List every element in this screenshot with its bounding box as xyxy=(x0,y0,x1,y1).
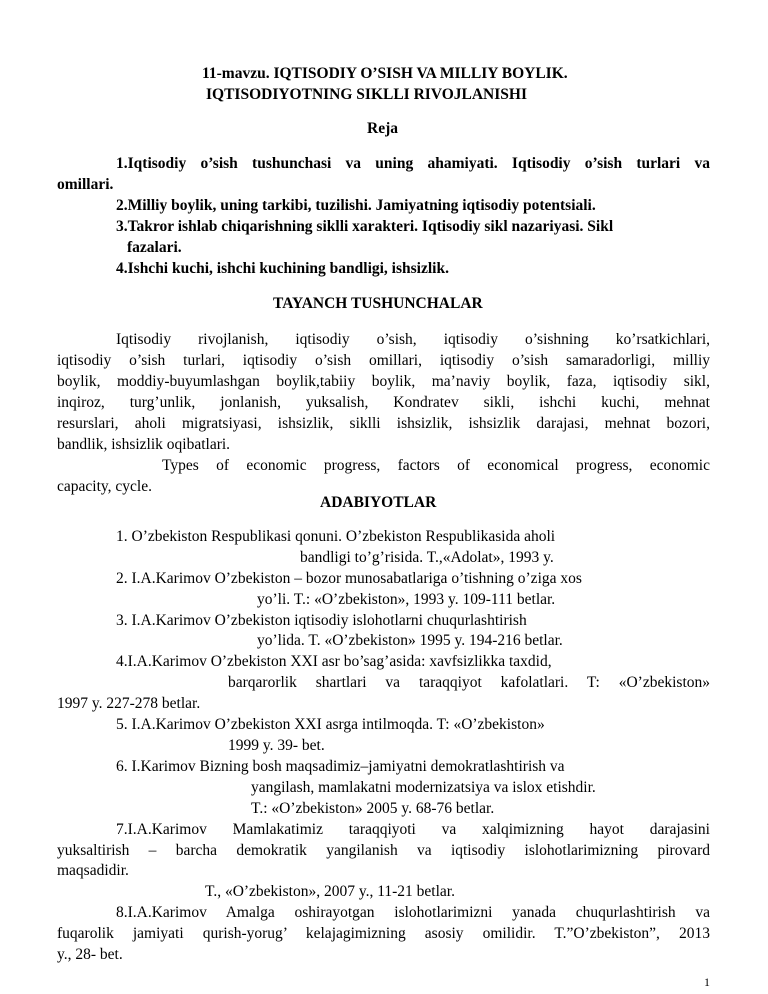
ref-4-line-1: 4.I.A.Karimov O’zbekiston XXI asr bo’sag’asida: xavfsizlikka taxdid, xyxy=(116,653,552,671)
concepts-line-6: bandlik, ishsizlik oqibatlari. xyxy=(57,435,231,453)
literature-heading: ADABIYOTLAR xyxy=(320,493,437,511)
ref-3-line-1: 3. I.A.Karimov O’zbekiston iqtisodiy islohotlarni chuqurlashtirish xyxy=(116,611,527,629)
title-line-1: 11-mavzu. IQTISODIY O’SISH VA MILLIY BOYLIK. xyxy=(202,65,568,82)
concepts-line-5: resurslari, aholi migratsiyasi, ishsizlik, siklli ishsizlik, ishsizlik darajasi, mehnat bozori, xyxy=(57,414,710,432)
plan-item-2: 2.Milliy boylik, uning tarkibi, tuzilishi. Jamiyatning iqtisodiy potentsiali. xyxy=(116,197,596,215)
ref-8-line-1: 8.I.A.Karimov Amalga oshirayotgan islohotlarimizni yanada chuqurlashtirish va xyxy=(116,904,710,922)
plan-item-3-line-2: fazalari. xyxy=(127,238,182,256)
concepts-english-line-1: Types of economic progress, factors of economical progress, economic xyxy=(162,456,710,474)
plan-item-1-line-1: 1.Iqtisodiy o’sish tushunchasi va uning ahamiyati. Iqtisodiy o’sish turlari va xyxy=(116,155,710,173)
concepts-line-1: Iqtisodiy rivojlanish, iqtisodiy o’sish, iqtisodiy o’sishning ko’rsatkichlari, xyxy=(116,331,710,349)
plan-heading: Reja xyxy=(367,120,398,138)
ref-5-line-1: 5. I.A.Karimov O’zbekiston XXI asrga intilmoqda. T: «O’zbekiston» xyxy=(116,716,545,733)
ref-4-line-3: 1997 y. 227-278 betlar. xyxy=(57,695,201,713)
ref-2-line-1: 2. I.A.Karimov O’zbekiston – bozor munosabatlariga o’tishning o’ziga xos xyxy=(116,569,582,587)
concepts-line-4: inqiroz, turg’unlik, jonlanish, yuksalish, Kondratev sikli, ishchi kuchi, mehnat xyxy=(57,393,710,411)
ref-2-line-2: yo’li. T.: «O’zbekiston», 1993 y. 109-111 betlar. xyxy=(257,590,556,608)
concepts-english-line-2: capacity, cycle. xyxy=(57,477,152,495)
ref-7-line-4: T., «O’zbekiston», 2007 y., 11-21 betlar. xyxy=(205,883,455,901)
ref-7-line-3: maqsadidir. xyxy=(57,862,129,880)
ref-6-line-1: 6. I.Karimov Bizning bosh maqsadimiz–jamiyatni demokratlashtirish va xyxy=(116,757,565,775)
ref-6-line-2: yangilash, mamlakatni modernizatsiya va islox etishdir. xyxy=(251,778,596,796)
ref-7-line-1: 7.I.A.Karimov Mamlakatimiz taraqqiyoti va xalqimizning hayot darajasini xyxy=(116,820,710,838)
concepts-line-2: iqtisodiy o’sish turlari, iqtisodiy o’sish omillari, iqtisodiy o’sish samaradorligi, milliy xyxy=(57,352,710,369)
concepts-heading: TAYANCH TUSHUNCHALAR xyxy=(273,295,483,312)
ref-8-line-3: y., 28- bet. xyxy=(57,946,123,963)
ref-4-line-2: barqarorlik shartlari va taraqqiyot kafolatlari. T: «O’zbekiston» xyxy=(228,674,710,692)
ref-1-line-2: bandligi to’g’risida. T.,«Adolat», 1993 y. xyxy=(300,548,554,566)
ref-5-line-2: 1999 y. 39- bet. xyxy=(228,736,325,754)
plan-item-4: 4.Ishchi kuchi, ishchi kuchining bandligi, ishsizlik. xyxy=(116,259,449,277)
ref-1-line-1: 1. O’zbekiston Respublikasi qonuni. O’zbekiston Respublikasida aholi xyxy=(116,527,556,545)
ref-8-line-2: fuqarolik jamiyati qurish-yorug’ kelajagimizning asosiy omilidir. T.”O’zbekiston”, 2013 xyxy=(57,925,710,943)
title-line-2: IQTISODIYOTNING SIKLLI RIVOJLANISHI xyxy=(206,85,527,103)
ref-7-line-2: yuksaltirish – barcha demokratik yangilanish va iqtisodiy islohotlarimizning pirovard xyxy=(57,841,710,859)
ref-6-line-3: T.: «O’zbekiston» 2005 y. 68-76 betlar. xyxy=(251,799,495,817)
plan-item-3-line-1: 3.Takror ishlab chiqarishning siklli xarakteri. Iqtisodiy sikl nazariyasi. Sikl xyxy=(116,218,614,235)
page-number: 1 xyxy=(704,975,710,989)
plan-item-1-line-2: omillari. xyxy=(57,176,114,194)
ref-3-line-2: yo’lida. T. «O’zbekiston» 1995 y. 194-216 betlar. xyxy=(257,632,563,650)
concepts-line-3: boylik, moddiy-buyumlashgan boylik,tabiiy boylik, ma’naviy boylik, faza, iqtisodiy sikl, xyxy=(57,372,710,390)
